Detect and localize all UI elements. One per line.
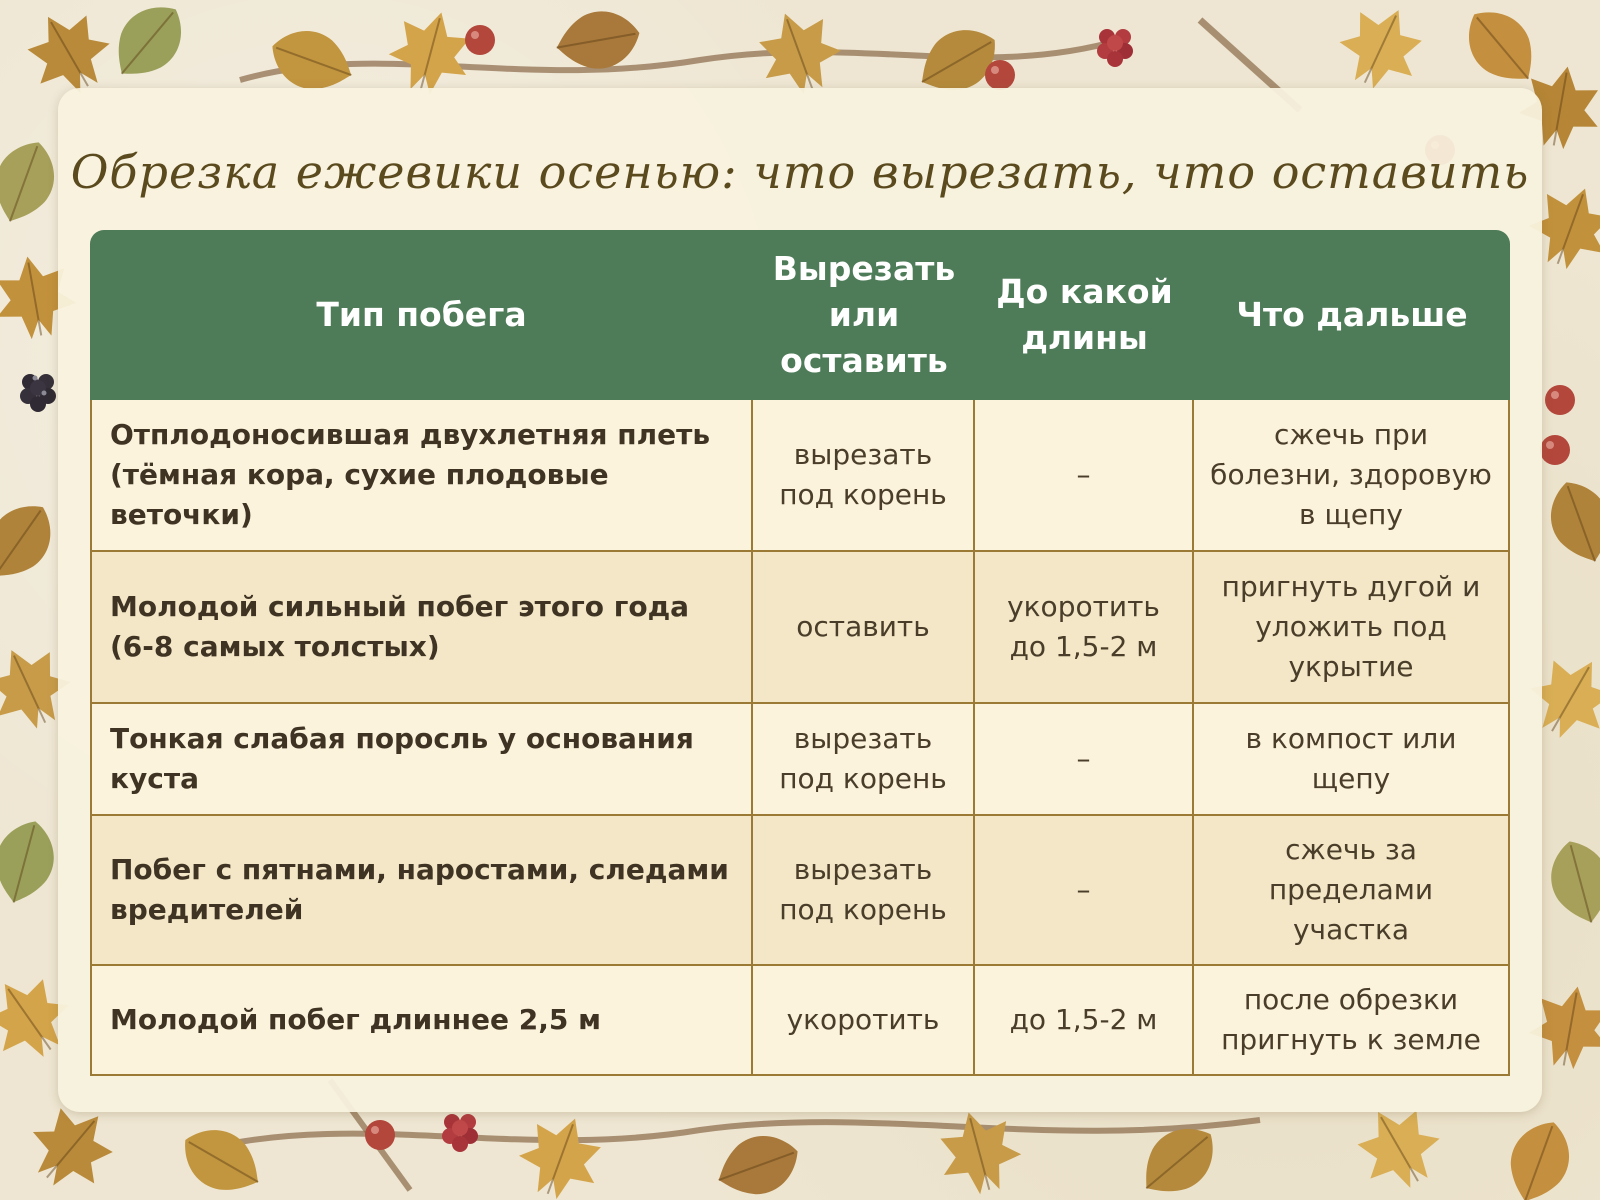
- cell-length: –: [975, 704, 1194, 816]
- table-row: [90, 704, 1510, 816]
- table-row: [90, 816, 1510, 966]
- table-header-row: [90, 230, 1510, 400]
- cell-shoot-type: Молодой побег длиннее 2,5 м: [90, 966, 753, 1076]
- table-row: [90, 400, 1510, 552]
- header-shoot-type: Тип побега: [90, 230, 753, 400]
- cell-length: –: [975, 400, 1194, 552]
- cell-length: укоротить до 1,5-2 м: [975, 552, 1194, 704]
- cell-length: –: [975, 816, 1194, 966]
- cell-shoot-type: Отплодоносившая двухлетняя плеть (тёмная кора, сухие плодовые веточки): [90, 400, 753, 552]
- cell-cut-or-keep: вырезать под корень: [753, 816, 975, 966]
- header-length: До какой длины: [975, 230, 1194, 400]
- table-row: [90, 966, 1510, 1076]
- cell-shoot-type: Тонкая слабая поросль у основания куста: [90, 704, 753, 816]
- table-row: [90, 552, 1510, 704]
- cell-next-step: сжечь за пределами участка: [1194, 816, 1510, 966]
- cell-next-step: после обрезки пригнуть к земле: [1194, 966, 1510, 1076]
- cell-cut-or-keep: укоротить: [753, 966, 975, 1076]
- cell-next-step: в компост или щепу: [1194, 704, 1510, 816]
- cell-next-step: пригнуть дугой и уложить под укрытие: [1194, 552, 1510, 704]
- cell-shoot-type: Побег с пятнами, наростами, следами вредителей: [90, 816, 753, 966]
- cell-length: до 1,5-2 м: [975, 966, 1194, 1076]
- header-next-step: Что дальше: [1194, 230, 1510, 400]
- page-title: Обрезка ежевики осенью: что вырезать, что оставить: [70, 145, 1530, 199]
- pruning-table: [90, 230, 1510, 1076]
- cell-next-step: сжечь при болезни, здоровую в щепу: [1194, 400, 1510, 552]
- header-cut-or-keep: Вырезать или оставить: [753, 230, 975, 400]
- cell-shoot-type: Молодой сильный побег этого года (6-8 самых толстых): [90, 552, 753, 704]
- cell-cut-or-keep: вырезать под корень: [753, 704, 975, 816]
- cell-cut-or-keep: вырезать под корень: [753, 400, 975, 552]
- cell-cut-or-keep: оставить: [753, 552, 975, 704]
